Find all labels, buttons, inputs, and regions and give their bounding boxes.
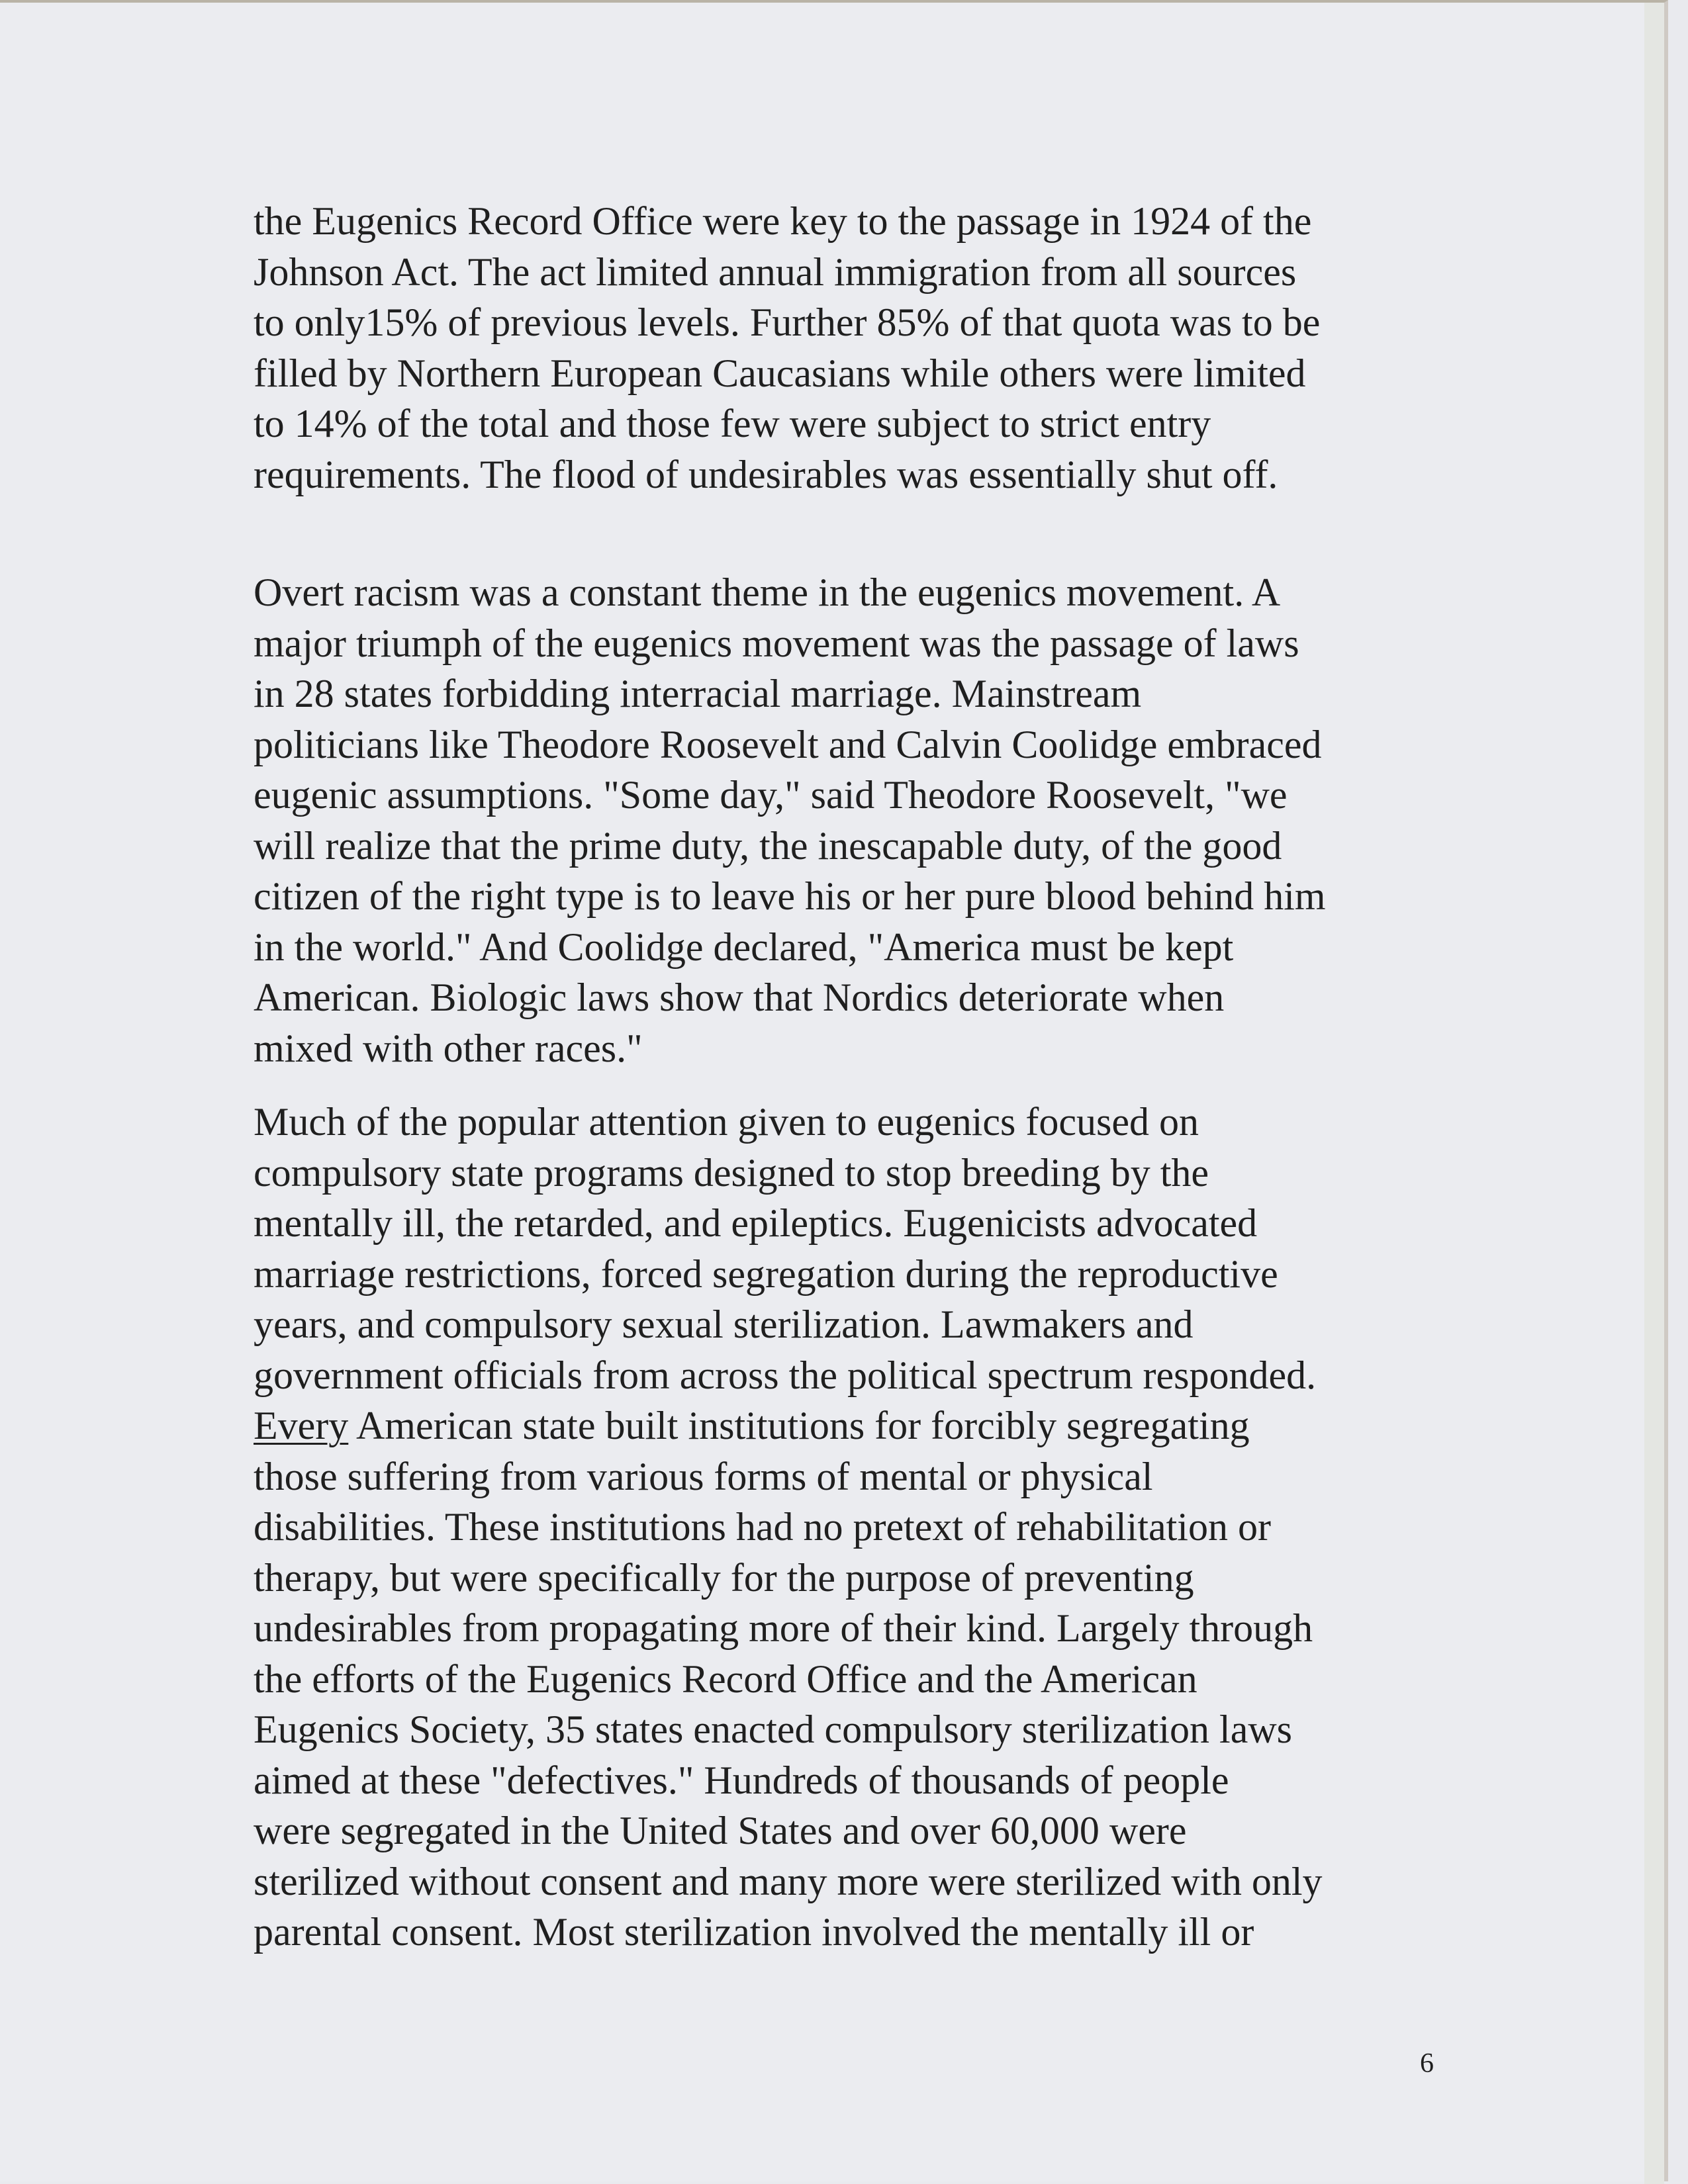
text-line: citizen of the right type is to leave his or her pure blood behind him — [254, 874, 1326, 918]
text-line: mentally ill, the retarded, and epileptics. Eugenicists advocated — [254, 1201, 1258, 1245]
text-line: parental consent. Most sterilization involved the mentally ill or — [254, 1910, 1254, 1954]
text-line: filled by Northern European Caucasians while others were limited — [254, 351, 1306, 395]
text-line — [254, 1400, 1458, 1451]
text-span: American state built institutions for forcibly segregating — [348, 1404, 1250, 1447]
text-line: Overt racism was a constant theme in the eugenics movement. A — [254, 570, 1281, 614]
paragraph-immigration — [254, 196, 1458, 500]
text-line: to 14% of the total and those few were subject to strict entry — [254, 402, 1211, 445]
text-line: disabilities. These institutions had no pretext of rehabilitation or — [254, 1505, 1271, 1549]
text-line: mixed with other races." — [254, 1026, 643, 1070]
page-edge — [1644, 3, 1664, 2184]
text-line: American. Biologic laws show that Nordics deteriorate when — [254, 976, 1225, 1019]
paragraph-sterilization — [254, 1097, 1458, 1958]
text-line: sterilized without consent and many more were sterilized with only — [254, 1859, 1323, 1903]
page-number: 6 — [1420, 2048, 1434, 2079]
text-line: those suffering from various forms of mental or physical — [254, 1454, 1153, 1498]
text-line: the efforts of the Eugenics Record Office and the American — [254, 1657, 1197, 1701]
text-line: Much of the popular attention given to eugenics focused on — [254, 1100, 1199, 1144]
text-line: in the world." And Coolidge declared, "America must be kept — [254, 925, 1234, 969]
text-line: aimed at these "defectives." Hundreds of thousands of people — [254, 1758, 1229, 1802]
text-line: Eugenics Society, 35 states enacted compulsory sterilization laws — [254, 1707, 1293, 1751]
text-line: politicians like Theodore Roosevelt and Calvin Coolidge embraced — [254, 722, 1322, 766]
text-line: requirements. The flood of undesirables was essentially shut off. — [254, 452, 1278, 496]
paragraph-racism — [254, 567, 1458, 1073]
text-line: Johnson Act. The act limited annual immigration from all sources — [254, 250, 1297, 294]
text-line: therapy, but were specifically for the purpose of preventing — [254, 1555, 1194, 1600]
text-line: to only15% of previous levels. Further 85% of that quota was to be — [254, 300, 1321, 344]
text-line: the Eugenics Record Office were key to the passage in 1924 of the — [254, 199, 1312, 243]
text-line: in 28 states forbidding interracial marriage. Mainstream — [254, 672, 1142, 715]
text-line: major triumph of the eugenics movement was the passage of laws — [254, 621, 1299, 665]
text-line: government officials from across the political spectrum responded. — [254, 1353, 1317, 1397]
text-line: will realize that the prime duty, the inescapable duty, of the good — [254, 823, 1282, 868]
text-line: marriage restrictions, forced segregation during the reproductive — [254, 1251, 1278, 1296]
underlined-word: Every — [254, 1404, 349, 1447]
text-line: compulsory state programs designed to stop breeding by the — [254, 1150, 1209, 1195]
text-line: eugenic assumptions. "Some day," said Theodore Roosevelt, "we — [254, 773, 1288, 817]
text-line: years, and compulsory sexual sterilization. Lawmakers and — [254, 1302, 1194, 1346]
text-line: undesirables from propagating more of their kind. Largely through — [254, 1606, 1313, 1650]
text-line: were segregated in the United States and over 60,000 were — [254, 1809, 1187, 1852]
